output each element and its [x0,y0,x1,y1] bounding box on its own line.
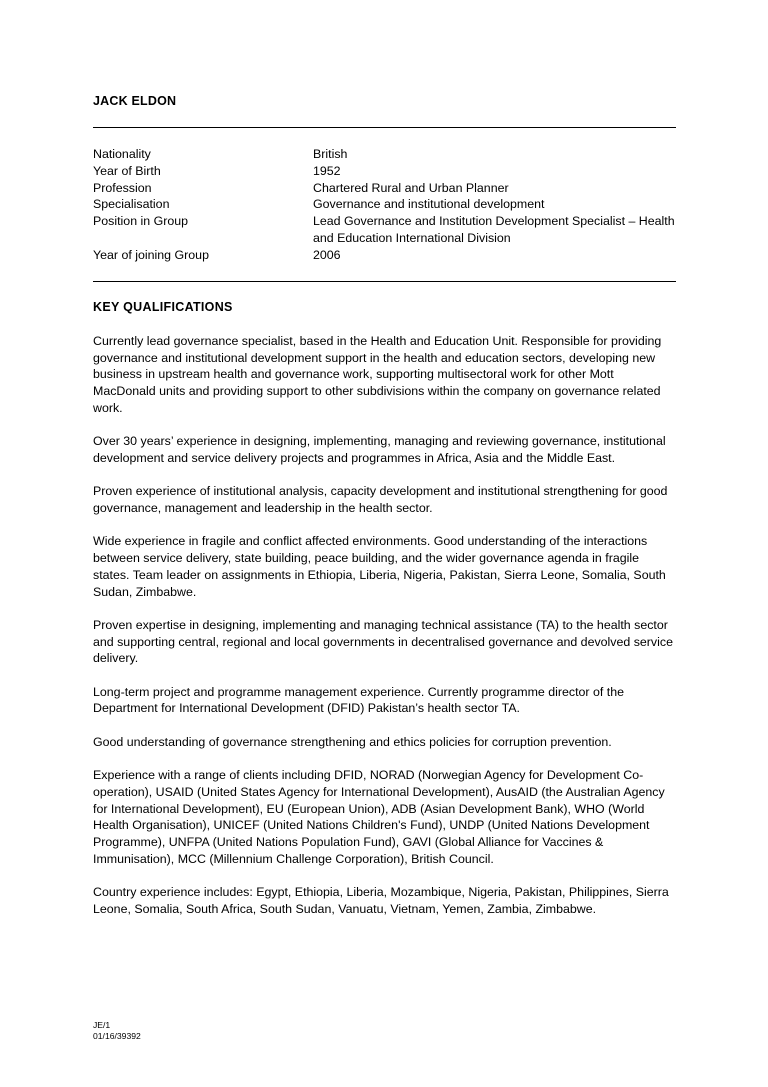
paragraph: Long-term project and programme management experience. Currently programme director of the Department for International Development (DFID) Pakistan’s health sector TA. [93,684,624,716]
page-footer [93,1020,141,1041]
detail-value: British [313,147,348,161]
detail-row-year-of-birth [93,163,676,180]
paragraph: Proven experience of institutional analysis, capacity development and institutional strengthening for good governance, management and leadership in the health sector. [93,484,668,515]
detail-label: Specialisation [93,197,170,212]
person-name: JACK ELDON [93,94,177,108]
detail-label: Year of Birth [93,163,161,178]
detail-row-nationality [93,146,676,163]
detail-row-year-of-joining [93,247,676,264]
detail-row-position-in-group [93,213,676,247]
footer-document-code: 01/16/39392 [93,1030,141,1041]
detail-row-profession [93,180,676,197]
detail-value: Chartered Rural and Urban Planner [313,180,509,195]
personal-details [93,146,676,264]
detail-value: 1952 [313,163,341,178]
paragraph: Wide experience in fragile and conflict affected environments. Good understanding of the interactions between service delivery, state building, peace building, and the wider governance agenda in fragile states. Team leader on assignments in Ethiopia, Liberia, Nigeria, Pakistan, Sierra Leone, Somalia, South Sudan, Zimbabwe. [93,534,666,599]
detail-label: Position in Group [93,214,189,229]
key-qualifications-body [93,333,676,934]
paragraph: Good understanding of governance strengthening and ethics policies for corruption prevention. [93,734,612,749]
divider-top [93,127,676,128]
detail-label: Nationality [93,147,151,161]
divider-bottom [93,281,676,282]
paragraph: Country experience includes: Egypt, Ethiopia, Liberia, Mozambique, Nigeria, Pakistan, Philippines, Sierra Leone, Somalia, South Africa, South Sudan, Vanuatu, Vietnam, Yemen, Zambia, Zimbabwe. [93,885,669,916]
detail-value: Lead Governance and Institution Development Specialist – Health and Education International Division [313,214,675,245]
paragraph: Proven expertise in designing, implementing and managing technical assistance (TA) to the health sector and supporting central, regional and local governments in decentralised governance and devolved service delivery. [93,617,673,666]
footer-reference: JE/1 [93,1020,111,1030]
detail-label: Profession [93,180,152,195]
section-title-key-qualifications: KEY QUALIFICATIONS [93,300,233,314]
detail-row-specialisation [93,196,676,213]
detail-value: Governance and institutional development [313,197,545,212]
paragraph: Experience with a range of clients including DFID, NORAD (Norwegian Agency for Development Co-operation), USAID (United States Agency for International Development), AusAID (the Australian Agency for International Development), EU (European Union), ADB (Asian Development Bank), WHO (World Health Organisation), UNICEF (United Nations Children's Fund), UNDP (United Nations Development Programme), UNFPA (United Nations Population Fund), GAVI (Global Alliance for Vaccines & Immunisation), MCC (Millennium Challenge Corporation), British Council. [93,768,665,866]
detail-value: 2006 [313,247,341,262]
paragraph: Currently lead governance specialist, based in the Health and Education Unit. Responsible for providing governance and institutional development support in the health and education sectors, developing new business in upstream health and governance work, supporting multisectoral work for other Mott MacDonald units and providing support to other subdivisions within the company on governance related work. [93,334,662,415]
detail-label: Year of joining Group [93,247,209,262]
paragraph: Over 30 years’ experience in designing, implementing, managing and reviewing governance, institutional development and service delivery projects and programmes in Africa, Asia and the Middle East. [93,434,666,465]
